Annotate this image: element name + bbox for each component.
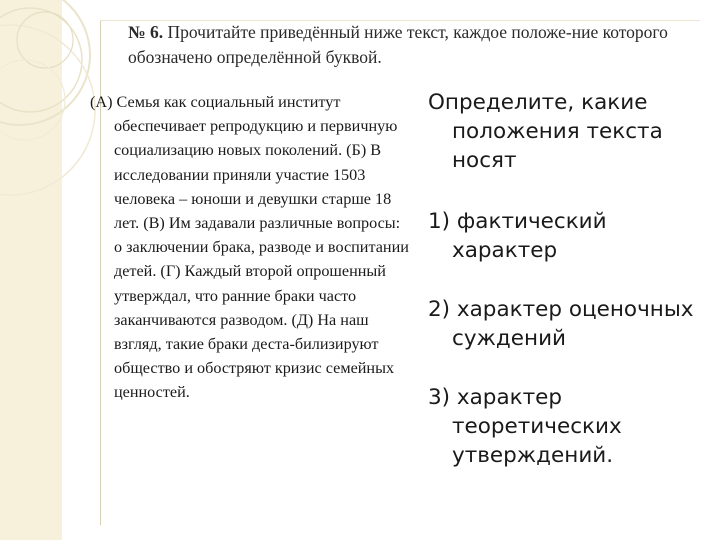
slide-title xyxy=(128,20,698,70)
option-evaluative: 2) характер оценочных суждений xyxy=(428,297,694,351)
passage-column xyxy=(90,90,410,405)
task-number: № 6. xyxy=(128,22,164,42)
question-text: Определите, какие положения текста носят xyxy=(428,90,663,173)
option-theoretical: 3) характер теоретических утверждений. xyxy=(428,385,622,468)
passage-text: (А) Семья как социальный институт обеспечивает репродукцию и первичную социализацию новых поколений. (Б) В исследовании приняли участие 1503 человека – юноши и девушки старше 18 лет. (В) Им задавали различные вопросы: о заключении брака, разводе и воспитании детей. (Г) Каждый второй опрошенный утверждал, что ранние браки часто заканчиваются разводом. (Д) На наш взгляд, такие браки деста-билизируют общество и обостряют кризис семейных ценностей. xyxy=(90,93,409,402)
task-instruction: Прочитайте приведённый ниже текст, каждое положе-ние которого обозначено определённой буквой. xyxy=(128,22,668,67)
question-column xyxy=(428,88,708,470)
option-factual: 1) фактический характер xyxy=(428,209,607,263)
